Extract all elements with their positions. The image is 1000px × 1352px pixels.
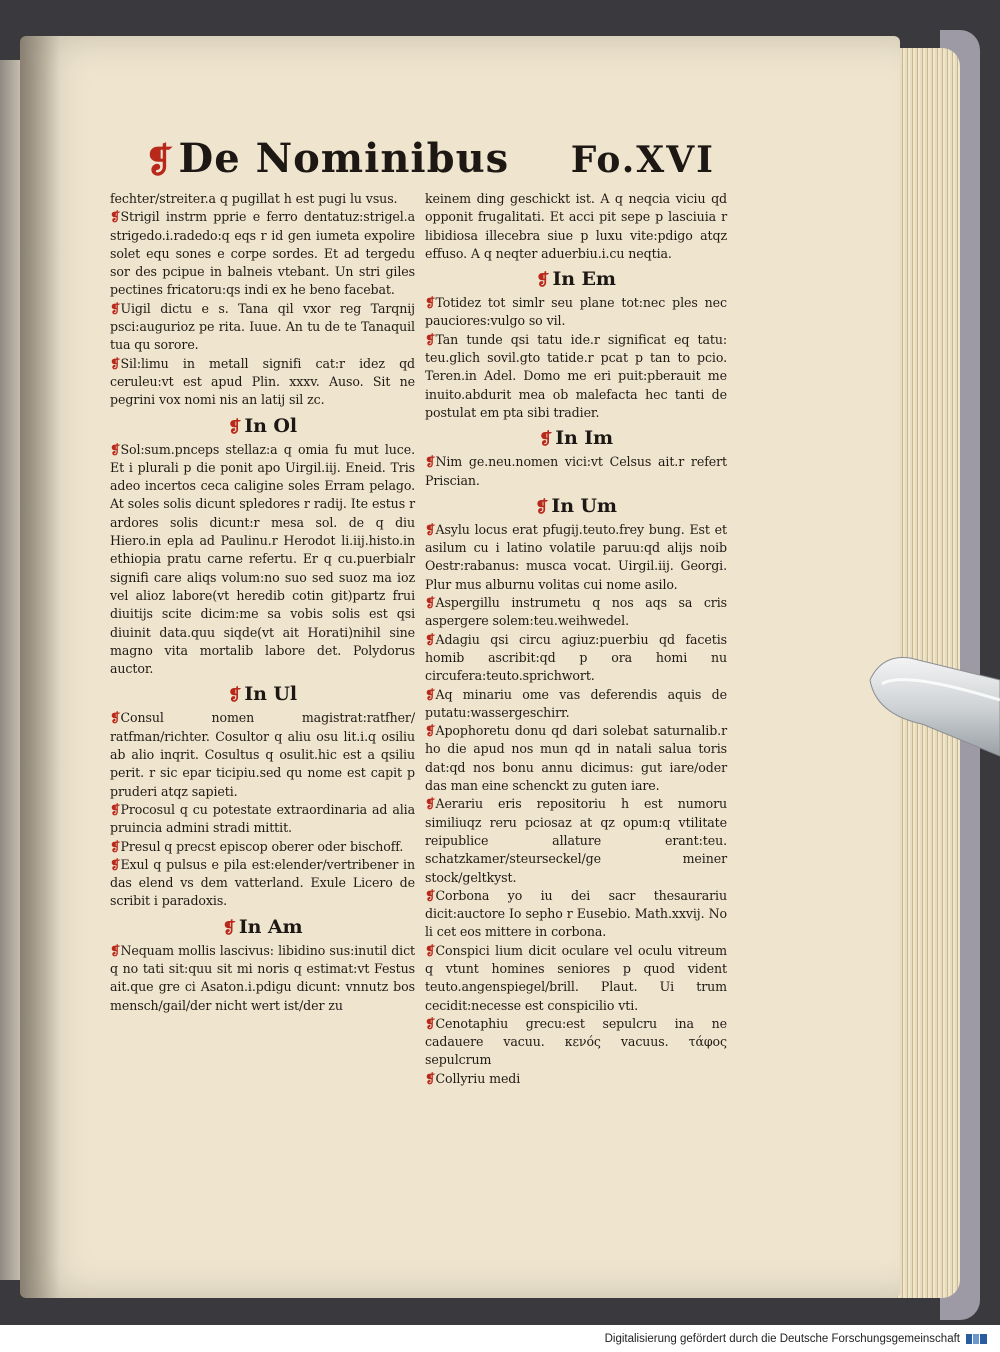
entry-paragraph <box>110 190 415 208</box>
entry-paragraph <box>425 331 727 422</box>
paragraph-mark-icon: ❡ <box>425 631 436 647</box>
entry-text: Conspici lium dicit oculare vel oculu vitreum q vtunt homines seniores p quod vident teuto.angenspiegel/brill. Plaut. Ui trum cecidit:necesse est conspicilio vti. <box>425 942 727 1013</box>
section-heading <box>425 427 727 450</box>
entry-paragraph <box>425 795 727 886</box>
entry-paragraph <box>110 208 415 299</box>
entry-text: Presul q precst episcop oberer oder bischoff. <box>120 838 404 854</box>
entry-paragraph <box>425 294 727 331</box>
entry-text: Uigil dictu e s. Tana qil vxor reg Tarqnij psci:augurioz pe rita. Iuue. An tu de te Tanaquil tua qu sorore. <box>110 300 415 353</box>
paragraph-mark-icon: ❡ <box>425 1015 436 1031</box>
section-heading-text: In Em <box>552 268 616 291</box>
entry-paragraph <box>425 686 727 723</box>
paragraph-mark-icon: ❡ <box>425 331 436 347</box>
folio-number: Fo.XVI <box>570 139 715 181</box>
entry-text: Tan tunde qsi tatu ide.r significat eq tatu: teu.glich sovil.gto tatide.r pcat p tan to pcio. Teren.in Adel. Domo me eri puit:pberauit me inuito.abdurit mea ob malefacta hec tanti de postulat em pta sibi tradier. <box>425 331 727 420</box>
paragraph-mark-icon: ❡ <box>425 295 436 311</box>
section-heading-text: In Ol <box>244 414 297 437</box>
entry-text: Aq minariu ome vas deferendis aquis de putatu:wassergeschirr. <box>425 686 727 720</box>
section-heading <box>425 268 727 291</box>
paragraph-mark-icon: ❡ <box>425 521 436 537</box>
paragraph-mark-icon: ❡ <box>110 710 121 726</box>
entry-text: Procosul q cu potestate extraordinaria ad alia pruincia admini stradi mittit. <box>110 801 415 836</box>
entry-text: Sil:limu in metall signifi cat:r idez qd ceruleu:vt est apud Plin. xxxv. Auso. Sit ne pegrini vox nomi nis an latij sil zc. <box>110 355 415 408</box>
section-heading-text: In Am <box>238 915 303 938</box>
entry-paragraph <box>425 1070 727 1088</box>
dfg-logo <box>966 1332 988 1346</box>
entry-paragraph <box>425 190 727 263</box>
paragraph-mark-icon: ❡ <box>222 917 236 937</box>
entry-text: Totidez tot simlr seu plane tot:nec ples nec pauciores:vulgo so vil. <box>425 295 727 329</box>
page-clip <box>862 640 1000 760</box>
footer-credit: Digitalisierung gefördert durch die Deutsche Forschungsgemeinschaft <box>604 1332 960 1345</box>
paragraph-mark-icon: ❡ <box>425 796 436 812</box>
paragraph-mark-icon: ❡ <box>425 723 436 739</box>
entry-paragraph <box>425 594 727 631</box>
paragraph-mark-icon: ❡ <box>536 270 550 290</box>
paragraph-mark-icon: ❡ <box>110 942 121 958</box>
paragraph-mark-icon: ❡ <box>110 209 121 225</box>
entry-paragraph <box>425 887 727 942</box>
section-heading-text: In Ul <box>244 683 297 706</box>
paragraph-mark-icon: ❡ <box>425 454 436 470</box>
paragraph-mark-icon: ❡ <box>110 355 121 371</box>
entry-text: Asylu locus erat pfugij.teuto.frey bung. Est et asilum cu i latino volatile paruu:qd alijs noib Oestr:rabanus: musca vocat. Uirgil.iij. Georgi. Plur mus alburnu volitas cui nome asilo. <box>425 521 727 592</box>
entry-paragraph <box>425 521 727 594</box>
page-header <box>145 135 715 185</box>
entry-text: Cenotaphiu grecu:est sepulcru ina ne cadauere vacuu. κενός vacuus. τάφος sepulcrum <box>425 1015 727 1068</box>
paragraph-mark-icon: ❡ <box>228 685 242 705</box>
entry-paragraph <box>110 856 415 911</box>
footer-bar <box>0 1325 1000 1352</box>
entry-paragraph <box>110 942 415 1015</box>
entry-text: keinem ding geschickt ist. A q neqcia viciu qd opponit frugalitati. Et acci pit sepe p lasciuia r libidiosa illecebra siue p luxu vite:pdigo atqz effuso. A q neqter aduerbiu.i.cu neqtia. <box>425 191 727 261</box>
entry-text: Sol:sum.pnceps stellaz:a q omia fu mut luce. Et i plurali p die ponit apo Uirgil.iij. Eneid. Tris adeo incertos ceca caligine soles Erram pelago. At soles solis dicunt spledores r radij. Ite estus r ardores solis dicunt:r mesa sol. de q diu Hiero.in epla ad Paulinu.r Herodot li.iij.histo.in ethiopia pratu carne refertu. Er q cu.puerbialr signifi care aliqs volum:no suo sed suoz ma ioz vel alioz labore(vt heredib cotin git)partz frui diuitijs scite dicim:me sa vobis solis est qsi diuinit data.quu siqde(vt ait Horati)nihil sine magno vita mortalib labore det. Polydorus auctor. <box>110 441 415 677</box>
paragraph-mark-icon: ❡ <box>110 838 121 854</box>
entry-paragraph <box>110 801 415 838</box>
running-title-wrap <box>145 135 509 182</box>
entry-paragraph <box>110 441 415 679</box>
paragraph-mark-icon: ❡ <box>535 496 549 516</box>
left-column <box>110 190 415 1120</box>
gutter-shadow <box>20 36 60 1298</box>
paragraph-mark-icon: ❡ <box>425 686 436 702</box>
paragraph-mark-icon: ❡ <box>228 416 242 436</box>
paragraph-mark-icon: ❡ <box>110 856 121 872</box>
paragraph-mark-icon: ❡ <box>110 300 121 316</box>
entry-text: Aerariu eris repositoriu h est numoru similiuqz reru pciosaz at qz opum:q vtilitate reipublice allature erant:teu. schatzkamer/steurseckel/ge meiner stock/geltkyst. <box>425 796 727 885</box>
paragraph-mark-icon: ❡ <box>145 141 175 181</box>
paragraph-mark-icon: ❡ <box>110 801 121 817</box>
section-heading-text: In Um <box>551 494 617 517</box>
paragraph-mark-icon: ❡ <box>538 429 553 449</box>
entry-paragraph <box>110 355 415 410</box>
entry-paragraph <box>110 300 415 355</box>
paragraph-mark-icon: ❡ <box>425 942 436 958</box>
entry-text: Adagiu qsi circu agiuz:puerbiu qd facetis homib ascribit:qd p ora homi nu circufera:teuto.sprichwort. <box>425 631 727 684</box>
entry-text: Aspergillu instrumetu q nos aqs sa cris aspergere solem:teu.weihwedel. <box>425 595 727 629</box>
paragraph-mark-icon: ❡ <box>425 1070 436 1086</box>
entry-text: Exul q pulsus e pila est:elender/vertribener in das elend vs dem vatterland. Exule Licero de scribit i paradoxis. <box>110 856 415 909</box>
entry-text: Strigil instrm pprie e ferro dentatuz:strigel.a strigedo.i.radedo:q eqs r id gen iumeta expolire solet equ sones e corpe sordes. Et ad tergedu sor des pcipue in balneis vtebant. Un stri giles pectines fricatoru:qs indi ex he beno facebat. <box>110 209 415 298</box>
section-heading-text: In Im <box>555 427 614 450</box>
right-column <box>425 190 727 1120</box>
entry-paragraph <box>425 453 727 490</box>
running-title: De Nominibus <box>178 135 510 182</box>
entry-text: Consul nomen magistrat:ratfher/ ratfman/richter. Cosultor q aliu osu lit.i.q osiliu ab alio inqrit. Cosultus q osulit.hic est a qsiliu perit. r sic epar ticipiu.sed qu nome est capit p pruderi atqz sapieti. <box>110 710 415 799</box>
entry-paragraph <box>425 1015 727 1070</box>
entry-paragraph <box>425 722 727 795</box>
section-heading <box>110 916 415 939</box>
entry-paragraph <box>425 631 727 686</box>
section-heading <box>425 495 727 518</box>
entry-text: Collyriu medi <box>435 1070 521 1086</box>
paragraph-mark-icon: ❡ <box>425 887 436 903</box>
entry-paragraph <box>425 942 727 1015</box>
entry-paragraph <box>110 709 415 800</box>
section-heading <box>110 683 415 706</box>
section-heading <box>110 415 415 438</box>
entry-text: Corbona yo iu dei sacr thesaurariu dicit:auctore Io sepho r Eusebio. Math.xxvij. No li cet eos mittere in corbona. <box>425 887 727 940</box>
entry-text: Apophoretu donu qd dari solebat saturnalib.r ho die apud nos mun qd in natali salua toris dat:qd nos bonu annu dicimus: gut iare/oder das man eine schenckt zu guten iare. <box>425 723 727 794</box>
paragraph-mark-icon: ❡ <box>110 441 121 457</box>
entry-paragraph <box>110 838 415 856</box>
paragraph-mark-icon: ❡ <box>425 595 436 611</box>
entry-text: Nim ge.neu.nomen vici:vt Celsus ait.r refert Priscian. <box>425 454 727 488</box>
entry-text: fechter/streiter.a q pugillat h est pugi lu vsus. <box>110 191 398 206</box>
entry-text: Nequam mollis lascivus: libidino sus:inutil dict q no tati sit:quu sit mi noris q estimat:vt Festus ait.que gre ci Asaton.i.pdigu dicunt: vnnutz bos mensch/gail/der nicht wert ist/der zu <box>110 942 415 1013</box>
